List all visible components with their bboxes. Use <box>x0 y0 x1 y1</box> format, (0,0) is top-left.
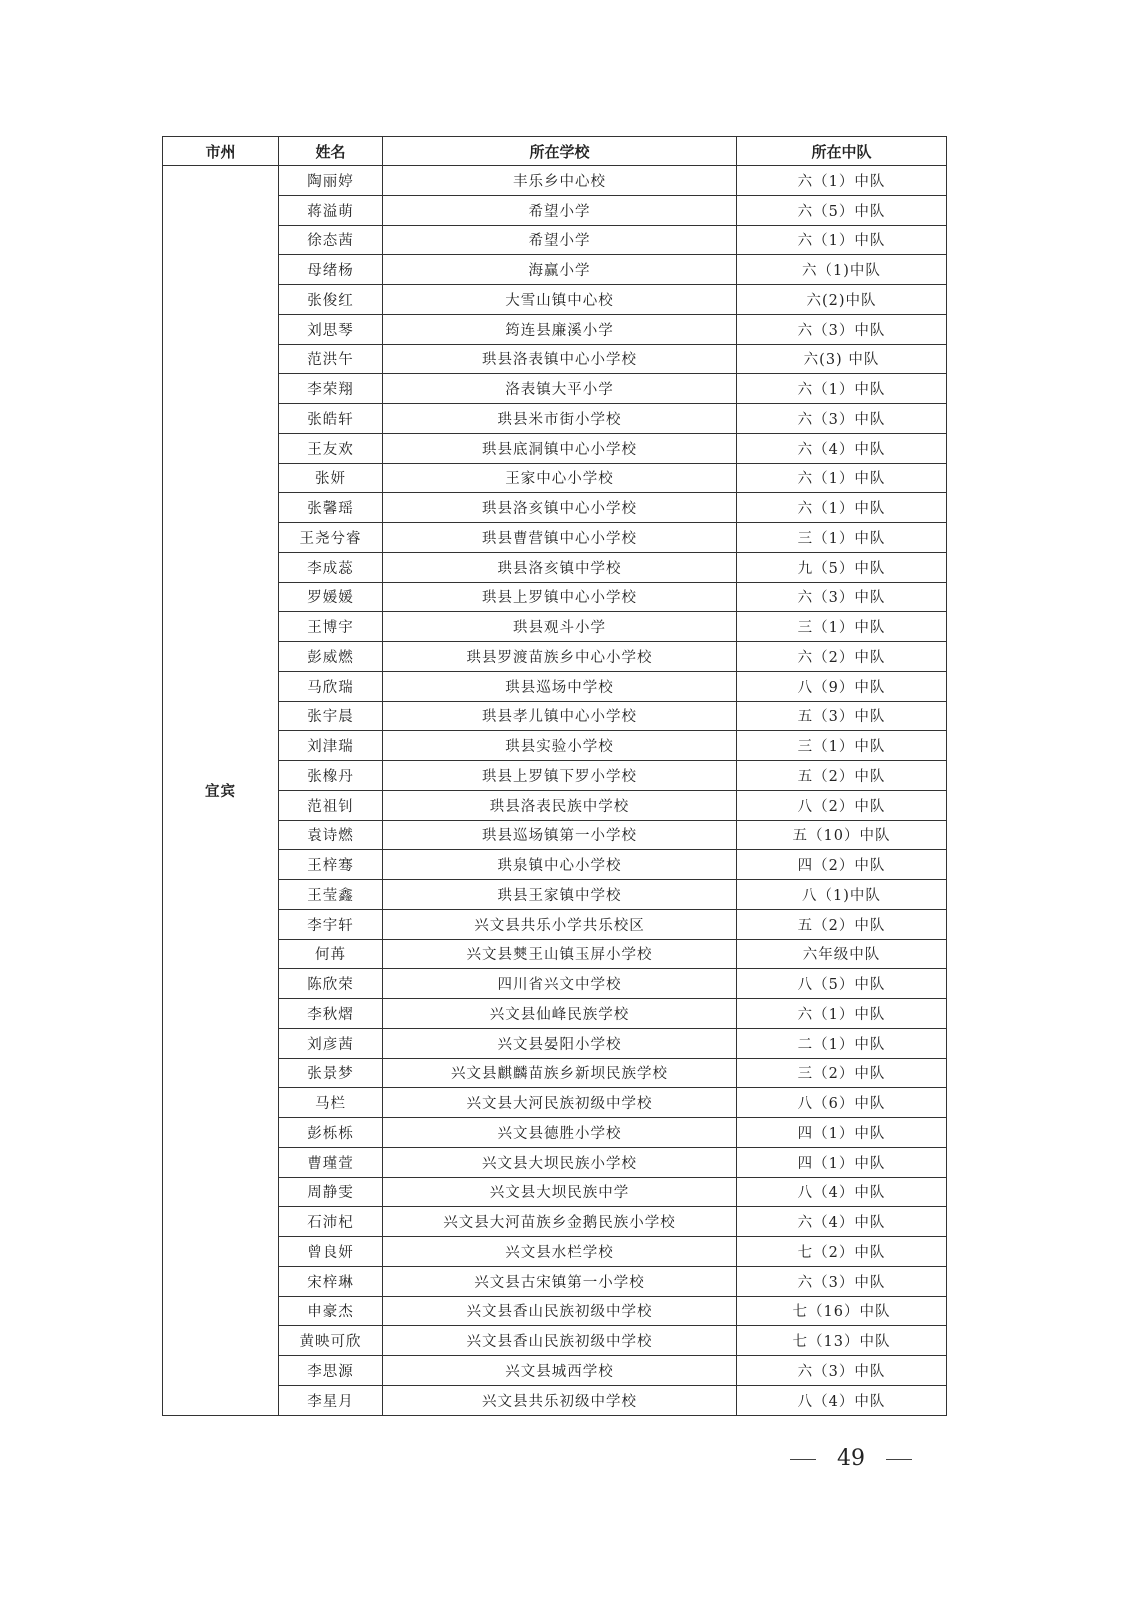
name-cell: 陶丽婷 <box>279 166 383 196</box>
squad-cell: 四（1）中队 <box>737 1147 947 1177</box>
roster-table <box>162 136 947 1416</box>
squad-cell: 六（3）中队 <box>737 314 947 344</box>
table-row <box>163 1385 947 1415</box>
school-cell: 珙县罗渡苗族乡中心小学校 <box>383 642 737 672</box>
header-city: 市州 <box>163 137 279 166</box>
school-cell: 兴文县共乐小学共乐校区 <box>383 909 737 939</box>
school-cell: 兴文县水栏学校 <box>383 1237 737 1267</box>
school-cell: 珙县米市街小学校 <box>383 404 737 434</box>
name-cell: 石沛杞 <box>279 1207 383 1237</box>
school-cell: 珙县洛表镇中心小学校 <box>383 344 737 374</box>
school-cell: 珙县巡场镇第一小学校 <box>383 820 737 850</box>
squad-cell: 六（3）中队 <box>737 1356 947 1386</box>
table-row <box>163 344 947 374</box>
footer-dash-right <box>886 1459 912 1460</box>
table-row <box>163 1028 947 1058</box>
name-cell: 宋梓琳 <box>279 1266 383 1296</box>
table-row <box>163 433 947 463</box>
name-cell: 张橡丹 <box>279 761 383 791</box>
school-cell: 兴文县香山民族初级中学校 <box>383 1326 737 1356</box>
squad-cell: 八（9）中队 <box>737 671 947 701</box>
school-cell: 兴文县大坝民族中学 <box>383 1177 737 1207</box>
squad-cell: 七（16）中队 <box>737 1296 947 1326</box>
table-row <box>163 493 947 523</box>
name-cell: 张宇晨 <box>279 701 383 731</box>
header-name: 姓名 <box>279 137 383 166</box>
name-cell: 王梓骞 <box>279 850 383 880</box>
table-row <box>163 1207 947 1237</box>
name-cell: 曾良妍 <box>279 1237 383 1267</box>
squad-cell: 八（2）中队 <box>737 790 947 820</box>
table-row <box>163 552 947 582</box>
squad-cell: 六（4）中队 <box>737 1207 947 1237</box>
squad-cell: 六年级中队 <box>737 939 947 969</box>
school-cell: 珙县孝儿镇中心小学校 <box>383 701 737 731</box>
squad-cell: 五（2）中队 <box>737 761 947 791</box>
name-cell: 罗媛媛 <box>279 582 383 612</box>
squad-cell: 六（1）中队 <box>737 999 947 1029</box>
squad-cell: 八（4）中队 <box>737 1177 947 1207</box>
table-row <box>163 255 947 285</box>
table-row <box>163 582 947 612</box>
school-cell: 珙县王家镇中学校 <box>383 880 737 910</box>
school-cell: 珙县实验小学校 <box>383 731 737 761</box>
table-row <box>163 1177 947 1207</box>
table-row <box>163 1088 947 1118</box>
school-cell: 珙县洛亥镇中学校 <box>383 552 737 582</box>
name-cell: 李思源 <box>279 1356 383 1386</box>
squad-cell: 七（2）中队 <box>737 1237 947 1267</box>
header-school: 所在学校 <box>383 137 737 166</box>
table-row <box>163 612 947 642</box>
table-row <box>163 314 947 344</box>
page-footer <box>790 1446 912 1471</box>
roster-body <box>163 166 947 1416</box>
name-cell: 刘思琴 <box>279 314 383 344</box>
name-cell: 彭威燃 <box>279 642 383 672</box>
table-row <box>163 1266 947 1296</box>
squad-cell: 五（3）中队 <box>737 701 947 731</box>
table-row <box>163 1058 947 1088</box>
name-cell: 曹瑾萱 <box>279 1147 383 1177</box>
squad-cell: 八（4）中队 <box>737 1385 947 1415</box>
squad-cell: 六（3）中队 <box>737 1266 947 1296</box>
squad-cell: 二（1）中队 <box>737 1028 947 1058</box>
school-cell: 大雪山镇中心校 <box>383 285 737 315</box>
table-row <box>163 1147 947 1177</box>
squad-cell: 六（4）中队 <box>737 433 947 463</box>
school-cell: 珙县洛表民族中学校 <box>383 790 737 820</box>
name-cell: 何苒 <box>279 939 383 969</box>
name-cell: 申豪杰 <box>279 1296 383 1326</box>
table-row <box>163 880 947 910</box>
squad-cell: 三（1）中队 <box>737 731 947 761</box>
table-row <box>163 1118 947 1148</box>
school-cell: 珙县观斗小学 <box>383 612 737 642</box>
name-cell: 李成蕊 <box>279 552 383 582</box>
squad-cell: 三（1）中队 <box>737 612 947 642</box>
name-cell: 刘彦茜 <box>279 1028 383 1058</box>
school-cell: 珙泉镇中心小学校 <box>383 850 737 880</box>
squad-cell: 六（3）中队 <box>737 582 947 612</box>
name-cell: 周静雯 <box>279 1177 383 1207</box>
school-cell: 四川省兴文中学校 <box>383 969 737 999</box>
school-cell: 珙县巡场中学校 <box>383 671 737 701</box>
name-cell: 王博宇 <box>279 612 383 642</box>
table-row <box>163 195 947 225</box>
school-cell: 希望小学 <box>383 225 737 255</box>
table-row <box>163 1356 947 1386</box>
name-cell: 马栏 <box>279 1088 383 1118</box>
table-row <box>163 463 947 493</box>
school-cell: 兴文县麒麟苗族乡新坝民族学校 <box>383 1058 737 1088</box>
name-cell: 张俊红 <box>279 285 383 315</box>
squad-cell: 六（1）中队 <box>737 493 947 523</box>
school-cell: 兴文县晏阳小学校 <box>383 1028 737 1058</box>
squad-cell: 八（5）中队 <box>737 969 947 999</box>
table-row <box>163 404 947 434</box>
squad-cell: 五（2）中队 <box>737 909 947 939</box>
header-row <box>163 137 947 166</box>
header-squad: 所在中队 <box>737 137 947 166</box>
school-cell: 珙县上罗镇中心小学校 <box>383 582 737 612</box>
table-row <box>163 969 947 999</box>
name-cell: 蒋溢萌 <box>279 195 383 225</box>
table-row <box>163 761 947 791</box>
squad-cell: 六(2)中队 <box>737 285 947 315</box>
table-row <box>163 523 947 553</box>
squad-cell: 六(3) 中队 <box>737 344 947 374</box>
name-cell: 黄映可欣 <box>279 1326 383 1356</box>
school-cell: 兴文县大河民族初级中学校 <box>383 1088 737 1118</box>
school-cell: 海赢小学 <box>383 255 737 285</box>
school-cell: 兴文县城西学校 <box>383 1356 737 1386</box>
squad-cell: 六（1)中队 <box>737 255 947 285</box>
school-cell: 兴文县古宋镇第一小学校 <box>383 1266 737 1296</box>
table-row <box>163 701 947 731</box>
squad-cell: 九（5）中队 <box>737 552 947 582</box>
squad-cell: 六（1）中队 <box>737 225 947 255</box>
table-row <box>163 999 947 1029</box>
table-row <box>163 1326 947 1356</box>
table-row <box>163 671 947 701</box>
school-cell: 王家中心小学校 <box>383 463 737 493</box>
squad-cell: 四（1）中队 <box>737 1118 947 1148</box>
table-row <box>163 1237 947 1267</box>
school-cell: 希望小学 <box>383 195 737 225</box>
squad-cell: 三（1）中队 <box>737 523 947 553</box>
school-cell: 珙县洛亥镇中心小学校 <box>383 493 737 523</box>
table-row <box>163 909 947 939</box>
table-row <box>163 225 947 255</box>
name-cell: 李荣翔 <box>279 374 383 404</box>
name-cell: 张馨瑶 <box>279 493 383 523</box>
school-cell: 兴文县香山民族初级中学校 <box>383 1296 737 1326</box>
squad-cell: 八（6）中队 <box>737 1088 947 1118</box>
table-row <box>163 820 947 850</box>
table-row <box>163 285 947 315</box>
school-cell: 筠连县廉溪小学 <box>383 314 737 344</box>
school-cell: 兴文县僰王山镇玉屏小学校 <box>383 939 737 969</box>
table-row <box>163 166 947 196</box>
table-row <box>163 731 947 761</box>
name-cell: 王莹鑫 <box>279 880 383 910</box>
name-cell: 张妍 <box>279 463 383 493</box>
squad-cell: 六（1）中队 <box>737 166 947 196</box>
name-cell: 范祖钊 <box>279 790 383 820</box>
table-row <box>163 790 947 820</box>
squad-cell: 六（1）中队 <box>737 374 947 404</box>
school-cell: 兴文县仙峰民族学校 <box>383 999 737 1029</box>
squad-cell: 六（3）中队 <box>737 404 947 434</box>
name-cell: 刘津瑞 <box>279 731 383 761</box>
name-cell: 王尧兮睿 <box>279 523 383 553</box>
squad-cell: 三（2）中队 <box>737 1058 947 1088</box>
name-cell: 马欣瑞 <box>279 671 383 701</box>
school-cell: 珙县底洞镇中心小学校 <box>383 433 737 463</box>
footer-dash-left <box>790 1459 816 1460</box>
school-cell: 洛表镇大平小学 <box>383 374 737 404</box>
school-cell: 珙县曹营镇中心小学校 <box>383 523 737 553</box>
squad-cell: 六（1）中队 <box>737 463 947 493</box>
name-cell: 李宇轩 <box>279 909 383 939</box>
table-row <box>163 1296 947 1326</box>
table-row <box>163 374 947 404</box>
page-number: 49 <box>837 1446 865 1471</box>
name-cell: 范洪午 <box>279 344 383 374</box>
school-cell: 兴文县大坝民族小学校 <box>383 1147 737 1177</box>
school-cell: 兴文县大河苗族乡金鹅民族小学校 <box>383 1207 737 1237</box>
name-cell: 母绪杨 <box>279 255 383 285</box>
school-cell: 兴文县德胜小学校 <box>383 1118 737 1148</box>
name-cell: 王友欢 <box>279 433 383 463</box>
squad-cell: 六（5）中队 <box>737 195 947 225</box>
name-cell: 张景梦 <box>279 1058 383 1088</box>
squad-cell: 六（2）中队 <box>737 642 947 672</box>
name-cell: 陈欣荣 <box>279 969 383 999</box>
table-row <box>163 939 947 969</box>
name-cell: 彭栎栎 <box>279 1118 383 1148</box>
name-cell: 张皓轩 <box>279 404 383 434</box>
school-cell: 兴文县共乐初级中学校 <box>383 1385 737 1415</box>
squad-cell: 七（13）中队 <box>737 1326 947 1356</box>
table-row <box>163 642 947 672</box>
squad-cell: 四（2）中队 <box>737 850 947 880</box>
city-cell: 宜宾 <box>163 166 279 1416</box>
school-cell: 丰乐乡中心校 <box>383 166 737 196</box>
name-cell: 李秋熠 <box>279 999 383 1029</box>
table-row <box>163 850 947 880</box>
name-cell: 李星月 <box>279 1385 383 1415</box>
squad-cell: 五（10）中队 <box>737 820 947 850</box>
squad-cell: 八（1)中队 <box>737 880 947 910</box>
name-cell: 袁诗燃 <box>279 820 383 850</box>
school-cell: 珙县上罗镇下罗小学校 <box>383 761 737 791</box>
name-cell: 徐态茜 <box>279 225 383 255</box>
